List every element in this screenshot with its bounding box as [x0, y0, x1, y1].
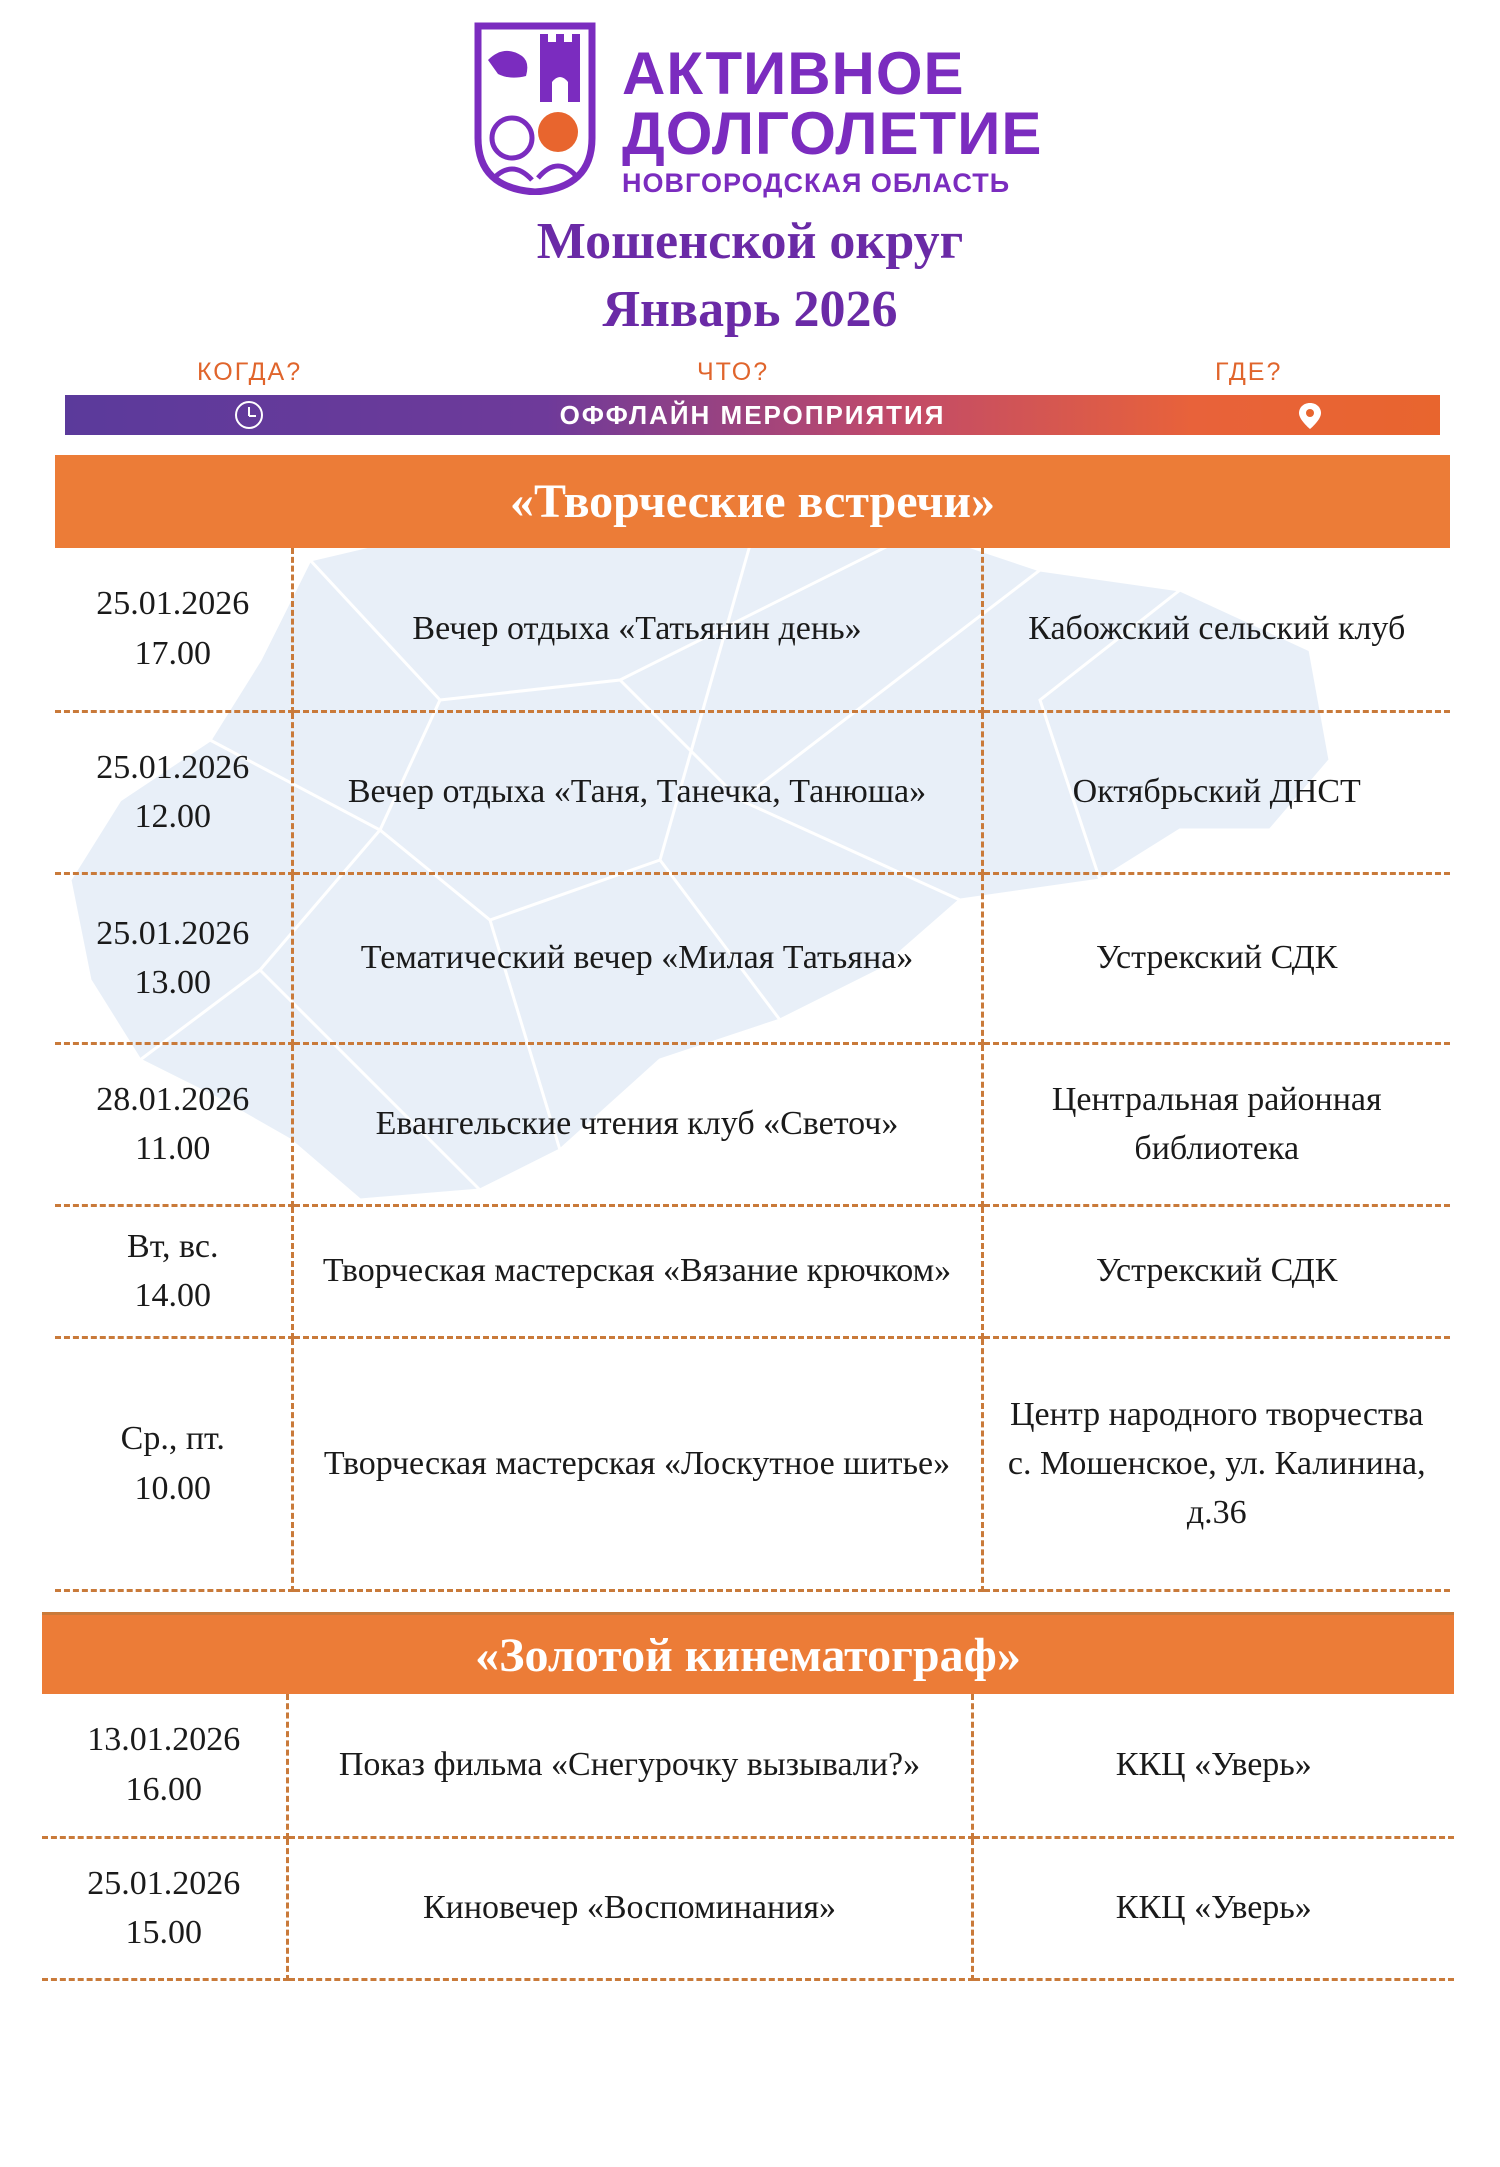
cell-when: 25.01.2026 13.00	[55, 873, 292, 1043]
table-row	[55, 1205, 1450, 1337]
cell-what: Вечер отдыха «Таня, Танечка, Танюша»	[292, 711, 982, 873]
legend-labels	[65, 358, 1440, 388]
location-pin-icon	[1297, 401, 1323, 431]
cell-what: Тематический вечер «Милая Татьяна»	[292, 873, 982, 1043]
cell-when: 28.01.2026 11.00	[55, 1043, 292, 1205]
cell-what: Показ фильма «Снегурочку вызывали?»	[287, 1694, 972, 1837]
logo	[470, 20, 1043, 200]
cell-what: Творческая мастерская «Вязание крючком»	[292, 1205, 982, 1337]
schedule-table	[55, 548, 1450, 1592]
cell-what: Киновечер «Воспоминания»	[287, 1837, 972, 1979]
cell-when: 13.01.2026 16.00	[42, 1694, 287, 1837]
legend-bar-text: ОФФЛАЙН МЕРОПРИЯТИЯ	[559, 400, 946, 430]
cell-when: 25.01.2026 15.00	[42, 1837, 287, 1979]
table-row	[55, 548, 1450, 711]
legend-bar	[65, 395, 1440, 435]
logo-line-3: НОВГОРОДСКАЯ ОБЛАСТЬ	[622, 168, 1011, 198]
cell-where: Кабожский сельский клуб	[982, 548, 1450, 711]
cell-when: Вт, вс. 14.00	[55, 1205, 292, 1337]
cell-where: ККЦ «Уверь»	[972, 1694, 1454, 1837]
page-title-month: Январь 2026	[602, 281, 898, 338]
cell-where: Центр народного творчества с. Мошенское, ул. Калинина, д.36	[982, 1337, 1450, 1590]
cell-where: ККЦ «Уверь»	[972, 1837, 1454, 1979]
schedule-table	[42, 1694, 1454, 1981]
logo-emblem-icon	[470, 20, 600, 195]
cell-what: Творческая мастерская «Лоскутное шитье»	[292, 1337, 982, 1590]
cell-what: Евангельские чтения клуб «Светоч»	[292, 1043, 982, 1205]
cell-when: 25.01.2026 12.00	[55, 711, 292, 873]
legend-what: ЧТО?	[697, 358, 770, 386]
logo-line-2: ДОЛГОЛЕТИЕ	[622, 100, 1043, 167]
legend-when: КОГДА?	[197, 358, 303, 386]
logo-line-1: АКТИВНОЕ	[622, 40, 965, 107]
table-row	[42, 1837, 1454, 1979]
cell-when: Ср., пт. 10.00	[55, 1337, 292, 1590]
table-row	[42, 1694, 1454, 1837]
cell-where: Октябрьский ДНСТ	[982, 711, 1450, 873]
cell-what: Вечер отдыха «Татьянин день»	[292, 548, 982, 711]
legend-where: ГДЕ?	[1215, 358, 1283, 386]
page-title-district: Мошенской округ	[536, 213, 964, 270]
section-title: «Золотой кинематограф»	[42, 1612, 1454, 1694]
cell-where: Устрекский СДК	[982, 1205, 1450, 1337]
cell-when: 25.01.2026 17.00	[55, 548, 292, 711]
cell-where: Устрекский СДК	[982, 873, 1450, 1043]
table-row	[55, 1337, 1450, 1590]
table-row	[55, 711, 1450, 873]
table-row	[55, 873, 1450, 1043]
section-creative-meetings	[55, 455, 1450, 1592]
section-title: «Творческие встречи»	[55, 455, 1450, 548]
cell-where: Центральная районная библиотека	[982, 1043, 1450, 1205]
section-golden-cinema	[42, 1612, 1454, 1981]
table-row	[55, 1043, 1450, 1205]
